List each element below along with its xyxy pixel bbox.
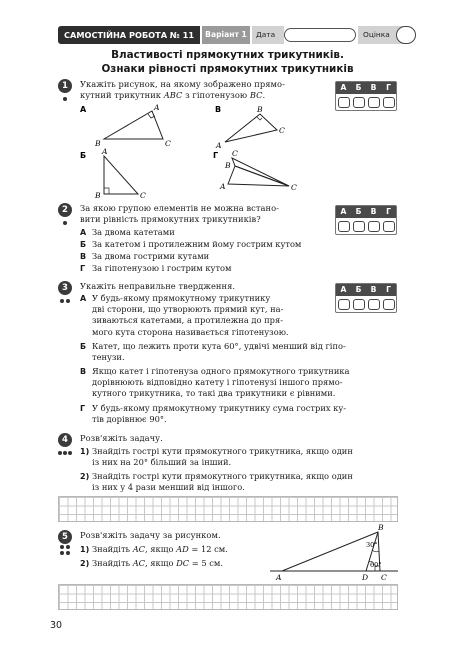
text-fragment: кутний трикутник — [80, 90, 164, 101]
answer-letter: Б — [355, 207, 362, 216]
answer-grid[interactable] — [58, 584, 398, 610]
option-g — [80, 263, 231, 274]
vertex-label: C — [165, 139, 171, 148]
subtask-key: 2) — [80, 559, 90, 568]
answer-checkbox[interactable] — [383, 221, 395, 232]
option-text: За катетом і протилежним йому гострим кутом — [92, 239, 302, 249]
option-v — [80, 251, 209, 262]
subtask-2 — [80, 471, 353, 493]
vertex-label: C — [291, 183, 297, 192]
vertex-label: A — [102, 147, 108, 156]
subtask-text: = 5 см. — [189, 558, 223, 568]
answer-checkbox[interactable] — [368, 221, 380, 232]
figure-label: А — [80, 105, 87, 114]
vertex-label: A — [276, 573, 282, 582]
answer-checkbox[interactable] — [383, 299, 395, 310]
task-number: 2 — [58, 203, 72, 217]
task-text — [80, 203, 279, 225]
task-text-line — [80, 90, 285, 101]
vertex-label: A — [216, 141, 222, 150]
vertex-label: D — [362, 573, 369, 582]
page-number: 30 — [50, 620, 63, 631]
worksheet-header — [58, 26, 398, 44]
difficulty-icon — [57, 295, 73, 307]
vertex-label: A — [154, 103, 160, 112]
subtask-text: , якщо — [145, 544, 177, 554]
angle-label: 60° — [370, 561, 382, 569]
option-key: А — [80, 294, 87, 303]
task-number: 3 — [58, 281, 72, 295]
topic-title: Властивості прямокутних трикутників. — [111, 49, 344, 61]
option-b — [80, 239, 301, 250]
task-text-line: вити рівність прямокутних трикутників? — [80, 214, 261, 225]
option-g — [80, 403, 346, 425]
triangle-v — [225, 114, 277, 142]
option-text: За гіпотенузою і гострим кутом — [92, 263, 232, 273]
answer-letter: Г — [386, 285, 391, 294]
date-field[interactable] — [284, 28, 356, 42]
option-a — [80, 293, 325, 338]
answer-letter: А — [340, 83, 347, 92]
answer-letter: Б — [355, 83, 362, 92]
task-text — [80, 79, 285, 101]
answer-letter: В — [370, 207, 377, 216]
subtask-text: Знайдіть — [92, 544, 133, 554]
option-key: А — [80, 228, 87, 237]
option-text: У будь-якому прямокутному трикутнику — [92, 293, 271, 303]
option-text: За двома катетами — [92, 227, 175, 237]
triangle-g-top — [232, 158, 289, 186]
answer-box — [335, 283, 397, 313]
text-fragment: з гіпотенузою — [182, 90, 250, 101]
answer-header — [336, 284, 396, 296]
difficulty-icon — [57, 543, 73, 557]
subtask-text: = 12 см. — [188, 544, 228, 554]
grade-field[interactable] — [396, 26, 416, 44]
answer-letter: А — [340, 207, 347, 216]
task5-figure — [268, 522, 403, 584]
task-text-line: Укажіть рисунок, на якому зображено прямо- — [80, 79, 285, 89]
option-b — [80, 341, 346, 363]
answer-checkbox[interactable] — [338, 299, 350, 310]
option-text: дві сторони, що утворюють прямий кут, на- — [92, 304, 284, 315]
triangle-abc — [282, 532, 380, 571]
triangle-name: ABC — [163, 90, 183, 101]
vertex-label: B — [95, 191, 101, 200]
task-number: 5 — [58, 530, 72, 544]
option-key: Г — [80, 404, 86, 413]
answer-checkbox[interactable] — [368, 299, 380, 310]
figure-label: Г — [213, 151, 219, 160]
subtask-text: , якщо — [145, 558, 177, 568]
option-text: дорівнюють відповідно катету і гіпотенузі іншого прямо- — [92, 377, 343, 388]
vertex-label: A — [220, 182, 226, 191]
vertex-label: B — [225, 161, 231, 170]
option-text: кутного трикутника, то такі два трикутники є рівними. — [92, 388, 336, 399]
task1-figures — [70, 102, 400, 200]
option-key: Г — [80, 264, 86, 273]
option-text: За двома гострими кутами — [92, 251, 210, 261]
option-text: Катет, що лежить проти кута 60°, удвічі менший від гіпо- — [92, 341, 346, 351]
topic-subtitle: Ознаки рівності прямокутних трикутників — [101, 63, 354, 75]
angle-label: 30° — [366, 541, 378, 549]
answer-checkbox[interactable] — [338, 221, 350, 232]
answer-letter: Г — [386, 83, 391, 92]
subtask-1 — [80, 544, 228, 555]
difficulty-icon — [57, 217, 73, 229]
hypotenuse-name: BC — [249, 90, 263, 101]
option-text: зиваються катетами, а протилежна до пря- — [92, 315, 284, 326]
subtask-text: Знайдіть гострі кути прямокутного трикутника, якщо один — [92, 446, 353, 456]
grade-label: Оцінка — [358, 26, 404, 44]
option-v — [80, 366, 350, 400]
option-text: тенузи. — [92, 352, 125, 363]
option-text: У будь-якому прямокутному трикутнику сума гострих ку- — [92, 403, 347, 413]
task-number: 4 — [58, 433, 72, 447]
option-key: В — [80, 252, 87, 261]
answer-letter: В — [370, 83, 377, 92]
option-a — [80, 227, 175, 238]
vertex-label: B — [378, 523, 384, 532]
task-text-line: За якою групою елементів не можна встано- — [80, 203, 279, 213]
work-title: САМОСТІЙНА РОБОТА № 11 — [58, 26, 200, 44]
difficulty-icon — [57, 447, 73, 459]
segment-name: AD — [176, 544, 189, 554]
subtask-2 — [80, 558, 223, 569]
subtask-key: 1) — [80, 447, 90, 456]
angle-arc — [372, 550, 379, 552]
subtask-text: із них на 20° більший за інший. — [92, 457, 232, 468]
text-fragment: . — [262, 90, 266, 101]
task-text: Розв'яжіть задачу за рисунком. — [80, 530, 221, 540]
task-text: Укажіть неправильне твердження. — [80, 281, 236, 291]
subtask-key: 2) — [80, 472, 90, 481]
option-text: тів дорівнює 90°. — [92, 414, 167, 425]
option-key: В — [80, 367, 87, 376]
vertex-label: B — [95, 139, 101, 148]
right-angle-mark — [104, 188, 109, 194]
task-text: Розв'яжіть задачу. — [80, 433, 163, 443]
subtask-text: із них у 4 рази менший від іншого. — [92, 482, 245, 493]
subtask-text: Знайдіть гострі кути прямокутного трикутника, якщо один — [92, 471, 353, 481]
variant-label: Варіант 1 — [202, 26, 250, 44]
answer-header — [336, 82, 396, 94]
date-label: Дата — [252, 26, 284, 44]
answer-letter: Б — [355, 285, 362, 294]
answer-grid[interactable] — [58, 496, 398, 522]
option-key: Б — [80, 240, 87, 249]
answer-header — [336, 206, 396, 218]
answer-checkbox[interactable] — [353, 299, 365, 310]
subtask-text: Знайдіть — [92, 558, 133, 568]
option-text: мого кута сторона називається гіпотенузою. — [92, 326, 289, 337]
task-number: 1 — [58, 79, 72, 93]
figure-label: Б — [80, 151, 87, 160]
subtask-key: 1) — [80, 545, 90, 554]
vertex-label: B — [257, 105, 263, 114]
answer-letter: Г — [386, 207, 391, 216]
option-key: Б — [80, 342, 87, 351]
answer-letter: А — [340, 285, 347, 294]
answer-checkbox[interactable] — [353, 221, 365, 232]
right-angle-mark — [257, 117, 262, 120]
option-text: Якщо катет і гіпотенуза одного прямокутного трикутника — [92, 366, 350, 376]
subtask-1 — [80, 446, 353, 468]
vertex-label: C — [232, 149, 238, 158]
answer-box — [335, 205, 397, 235]
answer-letter: В — [370, 285, 377, 294]
vertex-label: C — [140, 191, 146, 200]
triangle-a — [104, 111, 163, 139]
vertex-label: C — [381, 573, 387, 582]
segment-name: AC — [132, 558, 146, 568]
segment-name: AC — [132, 544, 146, 554]
triangle-g — [228, 166, 289, 186]
figure-label: В — [215, 105, 222, 114]
vertex-label: C — [279, 126, 285, 135]
segment-name: DC — [176, 558, 190, 568]
